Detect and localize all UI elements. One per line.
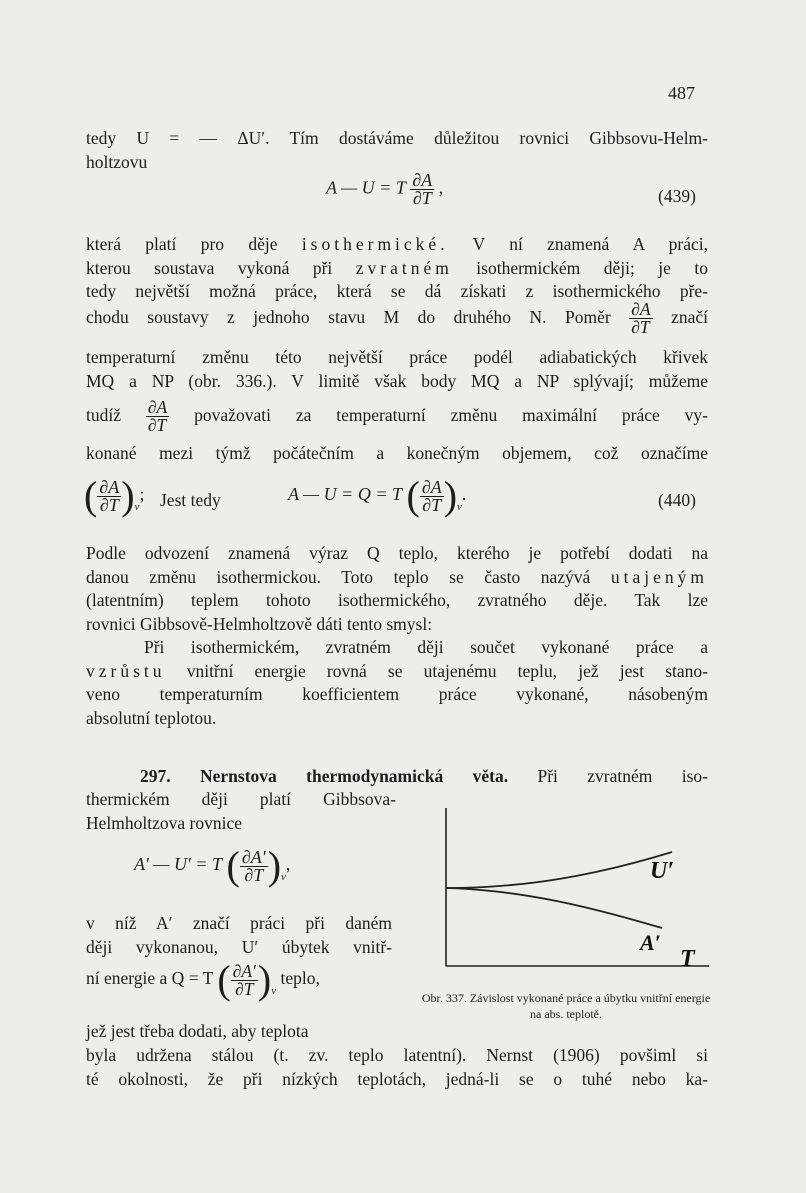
- paragraph-statement: [86, 636, 708, 730]
- fraction: $\frac{\partial A}{\partial T}$: [631, 300, 651, 337]
- text-line: veno temperaturním koefficientem práce vykonané, násobeným: [86, 684, 708, 704]
- text-line: holtzovu: [86, 151, 148, 172]
- text-line: té okolnosti, že při nízkých teplotách, jedná-li se o tuhé nebo ka-: [86, 1068, 708, 1089]
- figure-337: [424, 808, 724, 988]
- section-text-left: [86, 788, 396, 835]
- equation-nernst: A′ — U′ = T ( $\frac{\partial A'}{\partial T}$ )$_v$,: [134, 843, 291, 888]
- text-line: vzrůstu vnitřní energie rovná se utajenému teplu, jež jest stano-: [86, 660, 708, 681]
- text-line: absolutní teplotou.: [86, 707, 217, 728]
- equation-lhs: A — U = T: [326, 177, 406, 198]
- curve-upper: [446, 852, 675, 888]
- emphasis-text: isothermické.: [301, 234, 449, 254]
- text-line: (latentním) teplem tohoto isothermického, zvratného děje. Tak lze: [86, 590, 708, 610]
- section-number: 297.: [140, 766, 171, 786]
- fraction: $\frac{\partial A}{\partial T}$: [147, 398, 168, 435]
- text-line: která platí pro děje isothermické. V ní znamená A práci,: [86, 234, 708, 254]
- fraction: [410, 172, 434, 207]
- section-heading-line: 297. Nernstova thermodynamická věta. Při zvratném iso-: [140, 766, 708, 786]
- equation-lead: ( $\frac{\partial A}{\partial T}$ )$_v$;: [84, 473, 145, 518]
- emphasis-text: utajeným: [610, 566, 708, 587]
- paragraph-continuation: [86, 346, 708, 393]
- section-297: [86, 765, 708, 789]
- paragraph-intro: [86, 127, 708, 174]
- paragraph-latent-heat: [86, 542, 708, 636]
- equation-tail: ,: [438, 177, 444, 198]
- fraction-numerator: ∂A: [412, 170, 433, 190]
- section-title: Nernstova thermodynamická věta.: [200, 766, 509, 786]
- text-line-with-fraction: chodu soustavy z jednoho stavu M do druhého N. Poměr $\frac{\partial A}{\partial T}$ značí: [86, 300, 708, 337]
- text-line: Helmholtzova rovnice: [86, 812, 242, 833]
- label-upper: U′: [650, 858, 675, 884]
- equation-intro-text: Jest tedy: [160, 490, 221, 510]
- fraction-denominator: ∂T: [412, 188, 432, 208]
- text-line: thermickém ději platí Gibbsova-: [86, 789, 396, 809]
- text-line: jež jest třeba dodati, aby teplota: [86, 1021, 309, 1041]
- text-line: danou změnu isothermickou. Toto teplo se často nazývá utajeným: [86, 566, 708, 587]
- label-lower: A′: [640, 930, 661, 955]
- paragraph-continuation: [86, 442, 708, 466]
- curve-lower: [446, 888, 662, 928]
- emphasis-text: zvratném: [355, 257, 453, 278]
- equation-439: [326, 172, 443, 207]
- text-line: Při isothermickém, zvratném ději součet vykonané práce a: [144, 637, 708, 657]
- text-line: Podle odvození znamená výraz Q teplo, kterého je potřebí dodati na: [86, 543, 708, 563]
- figure-caption: Obr. 337. Závislost vykonané práce a úbytku vnitřní energie na abs. teplotě.: [421, 991, 711, 1021]
- equation-440: A — U = Q = T ( $\frac{\partial A}{\partial T}$ )$_v$.: [288, 473, 467, 518]
- page-number: 487: [668, 83, 695, 103]
- text-line: byla udržena stálou (t. zv. teplo latentní). Nernst (1906) povšiml si: [86, 1045, 708, 1065]
- label-axis: T: [680, 946, 695, 972]
- paragraph-nernst-end: [86, 1044, 708, 1091]
- text-line-with-fraction: ní energie a Q = T ( $\frac{\partial A'}{\partial T}$ )$_v$ teplo,: [86, 957, 320, 1002]
- paragraph-nernst-left: [76, 1020, 386, 1044]
- text-line: v níž A′ značí práci při daném: [86, 913, 392, 933]
- text-line-with-fraction: tudíž $\frac{\partial A}{\partial T}$ považovati za temperaturní změnu maximální práce vy-: [86, 398, 708, 435]
- text-line: temperaturní změnu této největší práce podél adiabatických křivek: [86, 347, 708, 367]
- text-line: ději vykonanou, U′ úbytek vnitř-: [86, 936, 392, 957]
- equation-number: (440): [658, 490, 696, 510]
- paragraph-explanation: [86, 233, 708, 304]
- text-line: rovnici Gibbsově-Helmholtzově dáti tento smysl:: [86, 613, 433, 634]
- text-line: tedy největší možná práce, která se dá získati z isothermického pře-: [86, 281, 708, 301]
- text-line: tedy U = — ΔU′. Tím dostáváme důležitou rovnici Gibbsovu-Helm-: [86, 128, 708, 148]
- emphasis-text: vzrůstu: [86, 660, 166, 681]
- paragraph-nernst-left: [86, 912, 392, 959]
- text-line: MQ a NP (obr. 336.). V limitě však body MQ a NP splývají; můžeme: [86, 370, 708, 391]
- text-line: kterou soustava vykoná při zvratném isothermickém ději; je to: [86, 257, 708, 278]
- equation-number: (439): [658, 186, 696, 206]
- text-line: konané mezi týmž počátečním a konečným objemem, což označíme: [86, 443, 708, 463]
